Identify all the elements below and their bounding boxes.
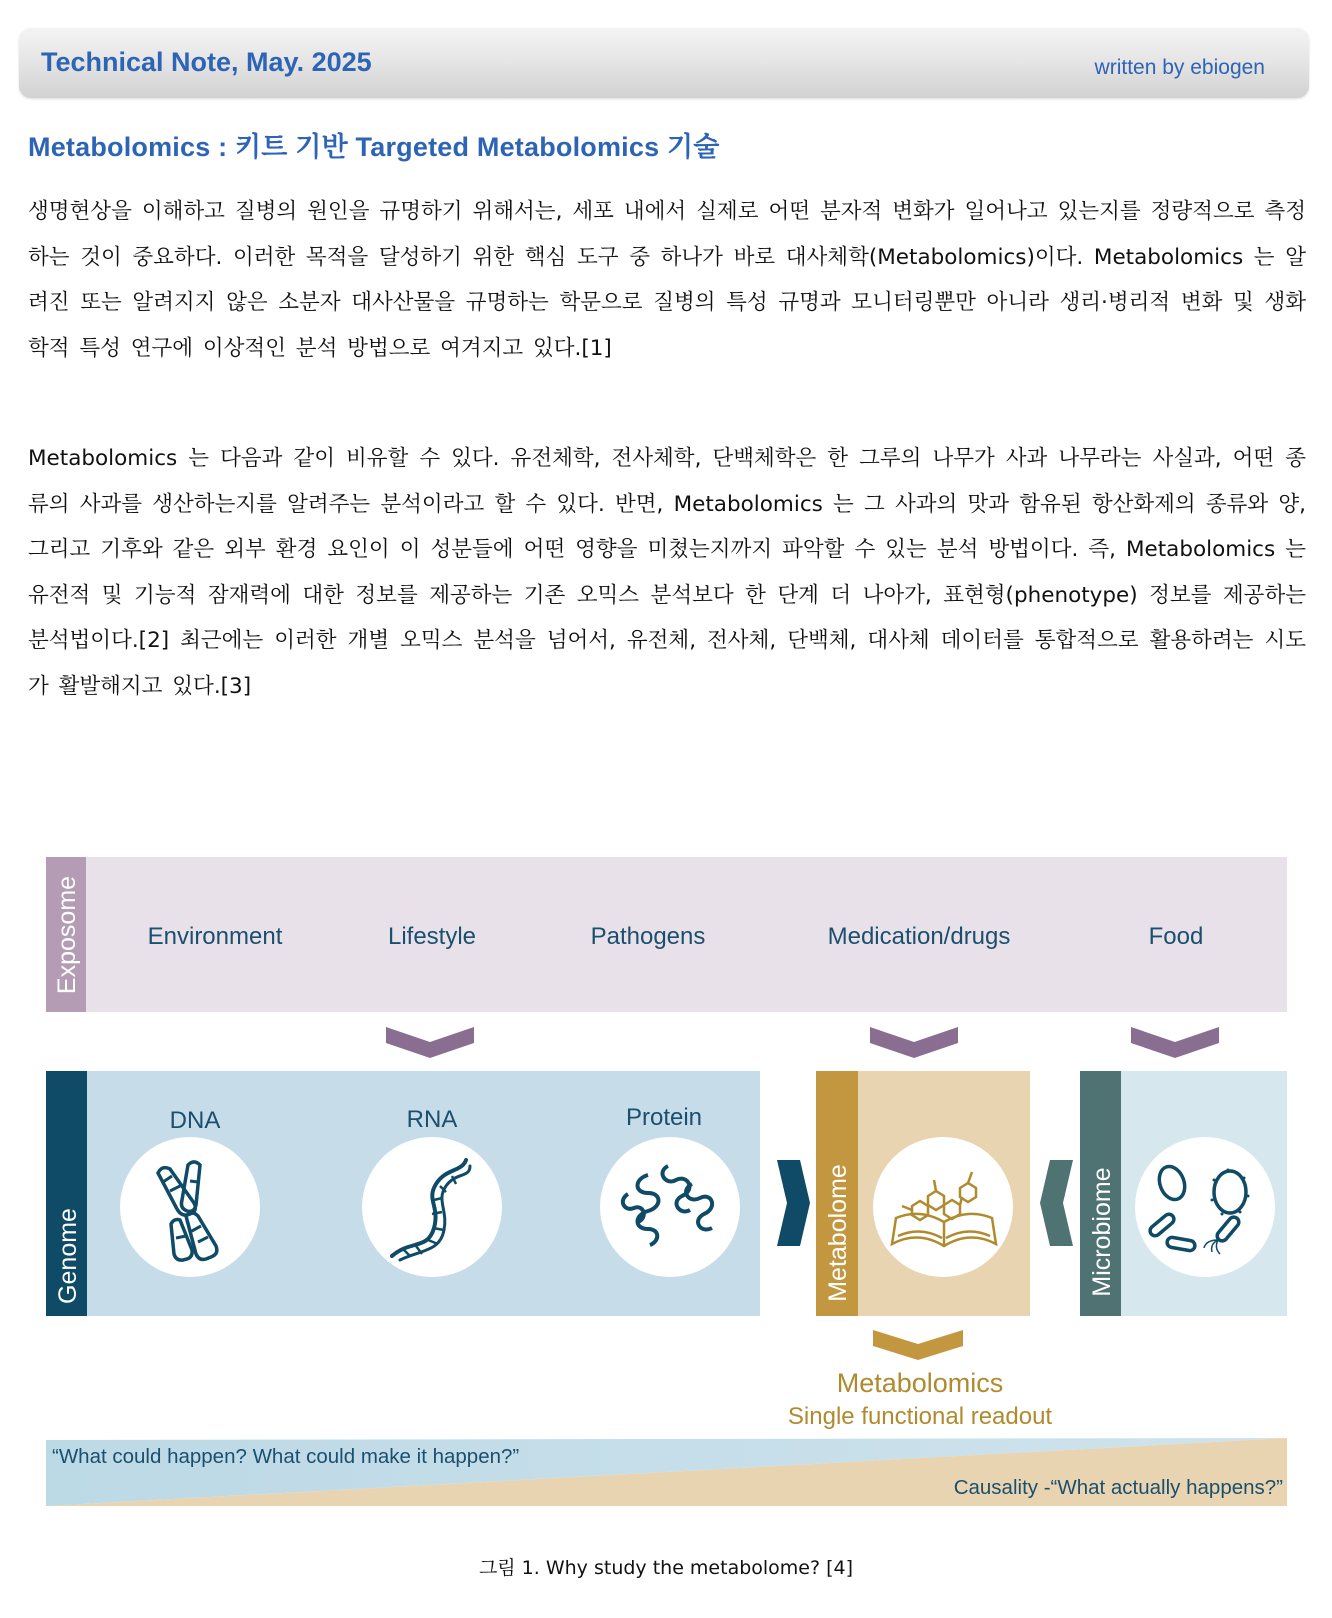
document-author: written by ebiogen bbox=[1094, 56, 1265, 79]
rna-helix-icon bbox=[362, 1137, 502, 1277]
genome-item-rna: RNA bbox=[406, 1106, 458, 1133]
bacteria-icon bbox=[1135, 1137, 1275, 1277]
exposome-item-food: Food bbox=[1148, 923, 1204, 950]
exposome-item-pathogens: Pathogens bbox=[590, 923, 706, 950]
microbiome-label: Microbiome bbox=[1088, 1167, 1116, 1297]
chromosome-icon bbox=[120, 1137, 260, 1277]
exposome-item-environment: Environment bbox=[147, 923, 283, 950]
chevron-down-icon bbox=[386, 1027, 474, 1058]
document-header-title: Technical Note, May. 2025 bbox=[41, 47, 372, 77]
genome-item-dna: DNA bbox=[169, 1107, 221, 1134]
section-title: Metabolomics : 키트 기반 Targeted Metabolomics 기술 bbox=[28, 132, 720, 162]
chevron-left-icon bbox=[1040, 1160, 1073, 1246]
paragraph-1: 생명현상을 이해하고 질병의 원인을 규명하기 위해서는, 세포 내에서 실제로 어떤 분자적 변화가 일어나고 있는지를 정량적으로 측정하는 것이 중요하다. 이러한 목적을 달성하기 위한 핵심 도구 중 하나가 바로 대사체학(Metabolomics)이다. Metabolomics 는 알려진 또는 알려지지 않은 소분자 대사산물을 규명하는 학문으로 질병의 특성 규명과 모니터링뿐만 아니라 생리·병리적 변화 및 생화학적 특성 연구에 이상적인 분석 방법으로 여겨지고 있다.[1] bbox=[28, 199, 1306, 361]
what-actually-happens-text: Causality -“What actually happens?” bbox=[953, 1476, 1283, 1499]
what-could-happen-text: “What could happen? What could make it happen?” bbox=[52, 1445, 520, 1468]
chevron-right-icon bbox=[777, 1160, 810, 1246]
protein-coil-icon bbox=[600, 1137, 740, 1277]
genome-label: Genome bbox=[54, 1208, 82, 1304]
genome-item-protein: Protein bbox=[625, 1104, 703, 1131]
metabolome-label: Metabolome bbox=[824, 1164, 852, 1302]
chevron-down-icon bbox=[873, 1330, 963, 1360]
metabolomics-output-title: Metabolomics bbox=[836, 1368, 1004, 1398]
exposome-label: Exposome bbox=[53, 875, 81, 995]
figure-caption: 그림 1. Why study the metabolome? [4] bbox=[478, 1557, 854, 1579]
exposome-item-medication: Medication/drugs bbox=[827, 923, 1011, 950]
chevron-down-icon bbox=[870, 1027, 958, 1058]
book-molecule-icon bbox=[873, 1137, 1013, 1277]
chevron-down-icon bbox=[1131, 1027, 1219, 1058]
exposome-item-lifestyle: Lifestyle bbox=[387, 923, 477, 950]
paragraph-2: Metabolomics 는 다음과 같이 비유할 수 있다. 유전체학, 전사체학, 단백체학은 한 그루의 나무가 사과 나무라는 사실과, 어떤 종류의 사과를 생산하는지를 알려주는 분석이라고 할 수 있다. 반면, Metabolomics 는 그 사과의 맛과 함유된 항산화제의 종류와 양, 그리고 기후와 같은 외부 환경 요인이 이 성분들에 어떤 영향을 미쳤는지까지 파악할 수 있는 분석 방법이다. 즉, Metabolomics 는 유전적 및 기능적 잠재력에 대한 정보를 제공하는 기존 오믹스 분석보다 한 단계 더 나아가, 표현형(phenotype) 정보를 제공하는 분석법이다.[2] 최근에는 이러한 개별 오믹스 분석을 넘어서, 유전체, 전사체, 단백체, 대사체 데이터를 통합적으로 활용하려는 시도가 활발해지고 있다.[3] bbox=[28, 446, 1306, 699]
metabolomics-output-subtitle: Single functional readout bbox=[787, 1403, 1053, 1430]
